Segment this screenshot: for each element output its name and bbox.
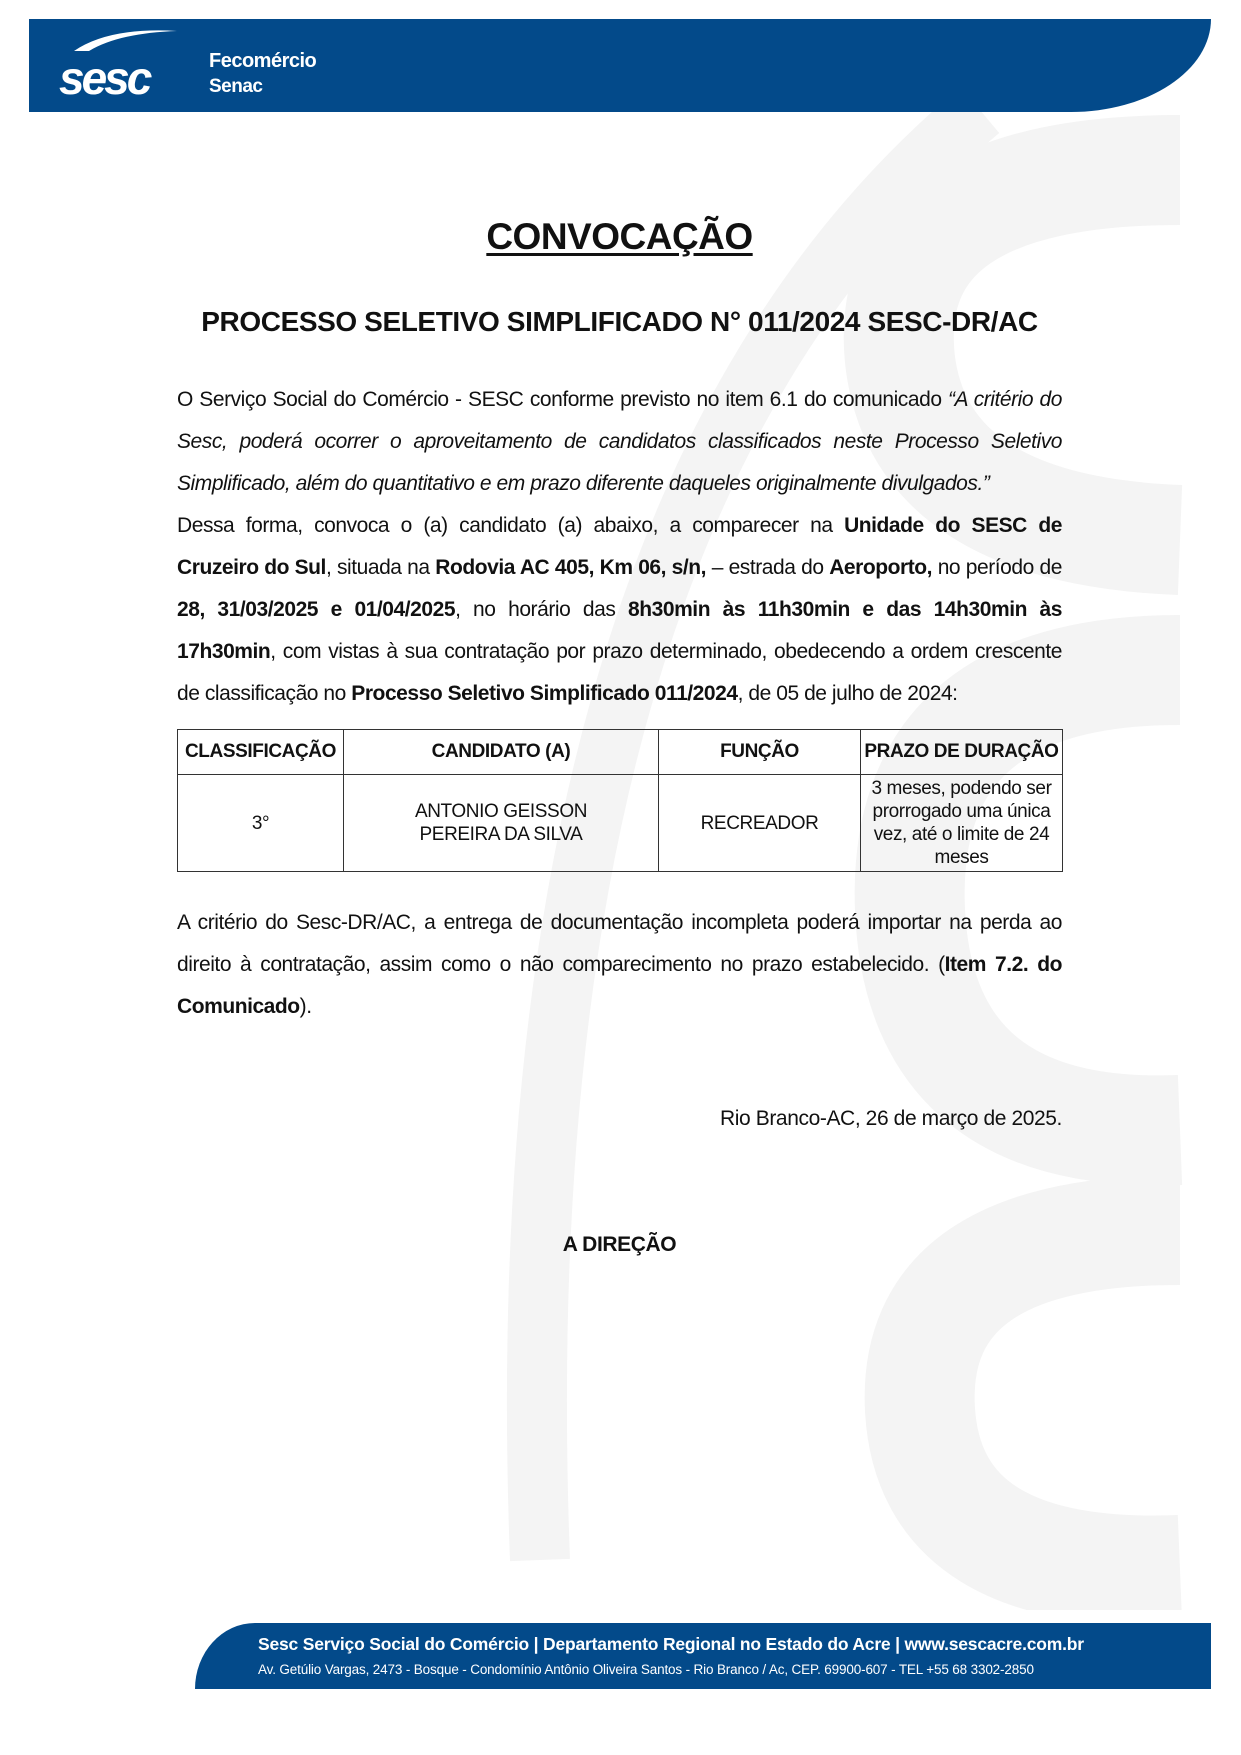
- table-row: [178, 775, 1063, 872]
- page-subtitle: PROCESSO SELETIVO SIMPLIFICADO N° 011/2024 SESC-DR/AC: [201, 306, 1038, 337]
- address: Rodovia AC 405, Km 06, s/n,: [435, 556, 707, 579]
- text: Dessa forma, convoca o (a) candidato (a) abaixo, a comparecer na: [177, 514, 845, 537]
- table-header-row: [178, 730, 1063, 775]
- logo-senac-text: Senac: [209, 76, 263, 97]
- document-body: [177, 215, 1062, 1258]
- sesc-logo: [59, 27, 359, 107]
- date-location: Rio Branco-AC, 26 de março de 2025.: [719, 1107, 1062, 1130]
- page-title: CONVOCAÇÃO: [486, 216, 753, 257]
- item-reference: Item 7.2. do Comunicado: [177, 953, 1062, 1018]
- col-candidato: CANDIDATO (A): [344, 730, 659, 775]
- convocation-paragraph: [177, 379, 1062, 715]
- header-banner: [29, 19, 1211, 112]
- text: , situada na: [325, 556, 436, 579]
- logo-arc-icon: [69, 27, 179, 51]
- process-name: Processo Seletivo Simplificado 011/2024: [351, 682, 738, 705]
- quote: “A critério do Sesc, poderá ocorrer o aproveitamento de candidatos classificados neste Processo Seletivo Simplificado, além do quantitativo e em prazo diferente daqueles originalmente divulgados.”: [177, 388, 1062, 495]
- text: no período de: [932, 556, 1062, 579]
- text: – estrada do: [706, 556, 830, 579]
- cell-classificacao: 3°: [178, 775, 344, 872]
- signature: A DIREÇÃO: [562, 1233, 677, 1256]
- cell-funcao: RECREADOR: [659, 775, 861, 872]
- footer-banner: [195, 1623, 1211, 1689]
- footer-org-line: Sesc Serviço Social do Comércio | Departamento Regional no Estado do Acre | www.sescacre.com.br: [258, 1634, 1084, 1654]
- hours: 8h30min às 11h30min e das 14h30min às 17h30min: [177, 598, 1063, 663]
- col-funcao: FUNÇÃO: [659, 730, 861, 775]
- unit-name: Unidade do SESC de Cruzeiro do Sul: [177, 514, 1062, 579]
- dates: 28, 31/03/2025 e 01/04/2025: [177, 598, 456, 621]
- col-prazo: PRAZO DE DURAÇÃO: [861, 730, 1063, 775]
- cell-prazo: 3 meses, podendo ser prorrogado uma única vez, até o limite de 24 meses: [861, 775, 1063, 872]
- watermark-c-shape: [920, 1230, 1180, 1571]
- text: A critério do Sesc-DR/AC, a entrega de documentação incompleta poderá importar na perda ao direito à contratação, assim como o não comparecimento no prazo estabelecido. (: [177, 911, 1062, 976]
- cell-candidato: ANTONIO GEISSON PEREIRA DA SILVA: [344, 775, 659, 872]
- location: Aeroporto,: [829, 556, 933, 579]
- candidate-table: [177, 729, 1063, 872]
- text: , no horário das: [455, 598, 629, 621]
- documentation-paragraph: [177, 902, 1062, 1028]
- text: O Serviço Social do Comércio - SESC conforme previsto no item 6.1 do comunicado: [177, 388, 948, 411]
- logo-sesc-text: sesc: [59, 52, 150, 104]
- text: , de 05 de julho de 2024:: [737, 682, 958, 705]
- footer-address-line: Av. Getúlio Vargas, 2473 - Bosque - Condomínio Antônio Oliveira Santos - Rio Branco / Ac, CEP. 69900-607 - TEL +55 68 3302-2850: [258, 1662, 1034, 1677]
- logo-fecomercio-text: Fecomércio: [209, 50, 317, 72]
- text: ).: [299, 995, 312, 1018]
- text: , com vistas à sua contratação por prazo determinado, obedecendo a ordem crescente de classificação no: [177, 640, 1062, 705]
- col-classificacao: CLASSIFICAÇÃO: [178, 730, 344, 775]
